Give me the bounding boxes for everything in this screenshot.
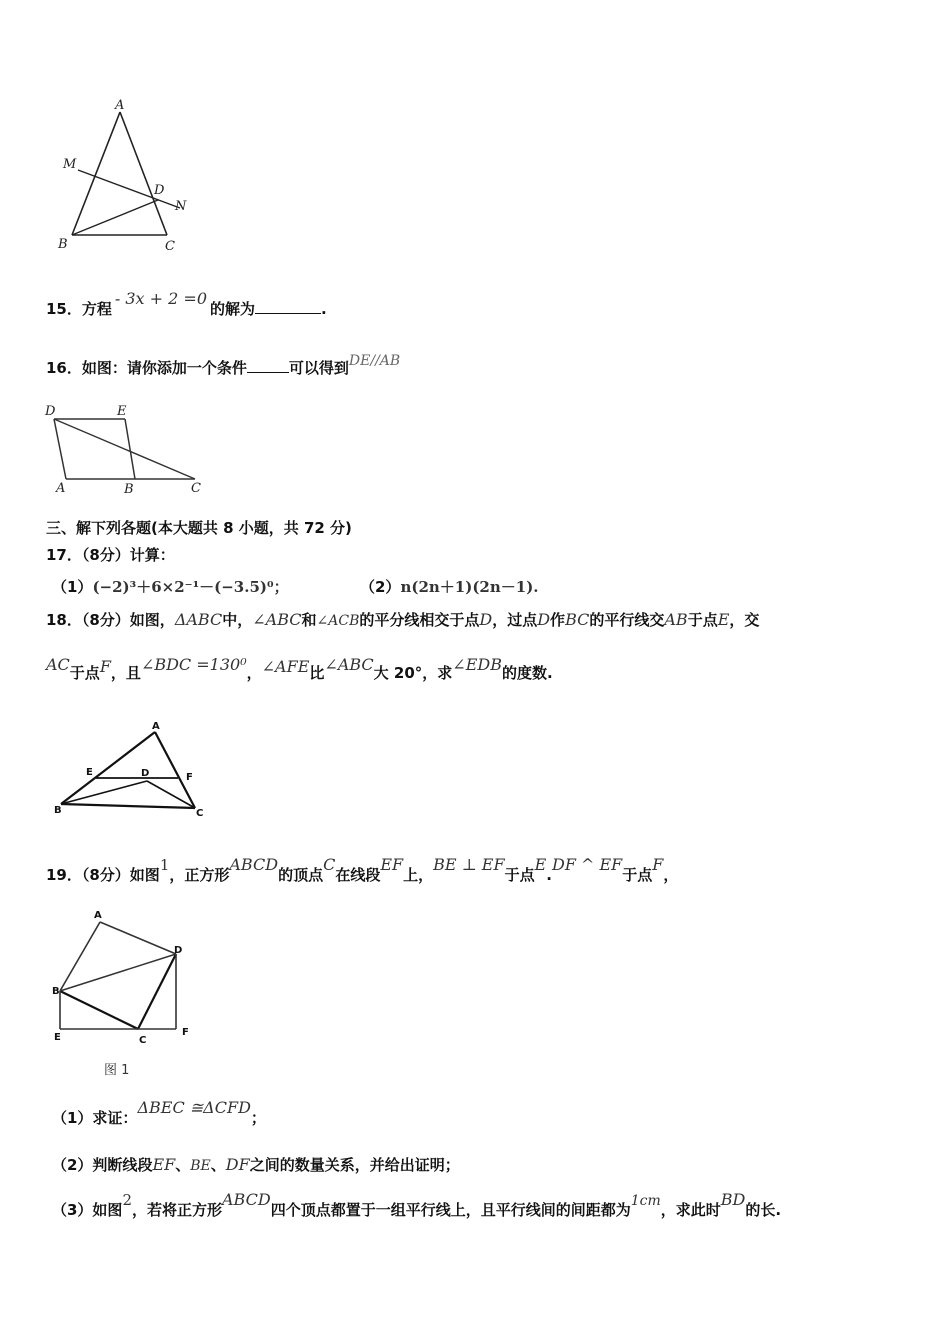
label-n: N <box>175 199 187 214</box>
q18-point-d: D <box>537 610 551 629</box>
q19-number: 19．（8分）如图 <box>46 866 160 884</box>
q15-answer-blank <box>255 301 321 314</box>
q19p2-sep: 、 <box>210 1156 226 1174</box>
question-17-part2 <box>360 576 539 597</box>
label-a: A <box>115 98 125 113</box>
q18-text: 的平行线交 <box>589 611 665 629</box>
q18-number: 18．（8分）如图， <box>46 611 175 629</box>
q19-point-f: F <box>652 855 664 874</box>
q16-mid: 可以得到 <box>288 359 349 377</box>
q18-angle-edb: ∠EDB <box>452 655 502 674</box>
q17-p2-expr: n(2n＋1)(2n－1). <box>400 578 539 596</box>
label-c: C <box>191 481 201 496</box>
q18-text: 于点 <box>687 611 718 629</box>
q15-equation: - 3x + 2 =0 <box>114 289 207 308</box>
figure-parallelogram <box>40 400 220 500</box>
label-e: E <box>117 404 127 419</box>
label-f: F <box>182 1027 189 1038</box>
q18-text: ，过点 <box>492 611 538 629</box>
question-18-line2 <box>46 655 553 683</box>
label-c: C <box>165 239 175 254</box>
q19p3-text: ，求此时 <box>660 1201 721 1219</box>
q18-text: ，且 <box>110 664 141 682</box>
q18-text: 比 <box>309 664 325 682</box>
q19-text: 于点 <box>622 866 653 884</box>
q18-text: 和 <box>301 611 317 629</box>
q19-segment-ef: EF <box>380 855 404 874</box>
q17-p2-label: （2） <box>360 578 401 596</box>
question-19-part1 <box>52 1098 266 1128</box>
figure-square-efg <box>46 906 216 1086</box>
label-a: A <box>94 910 102 921</box>
q18-segment-bc: BC <box>565 610 590 629</box>
label-a: A <box>152 721 160 732</box>
figure-triangle-bisectors <box>48 718 218 823</box>
question-15 <box>46 289 327 319</box>
q16-number: 16．如图：请你添加一个条件 <box>46 359 247 377</box>
label-d: D <box>174 945 183 956</box>
q19p2-sep: 、 <box>175 1156 191 1174</box>
q19-text: 上， <box>403 866 434 884</box>
label-b: B <box>52 986 60 997</box>
section-3-heading: 三、解下列各题(本大题共 8 小题，共 72 分) <box>46 519 352 537</box>
label-d: D <box>154 183 165 198</box>
label-a: A <box>56 481 66 496</box>
q18-angle-abc2: ∠ABC <box>324 655 374 674</box>
q19p2-ef: EF <box>152 1155 176 1174</box>
q18-point-d: D <box>479 610 493 629</box>
question-19 <box>46 855 679 885</box>
q18-text: 中， <box>222 611 253 629</box>
q16-tail: DE//AB <box>348 353 401 369</box>
figure-caption: 图 1 <box>104 1063 130 1078</box>
label-d: D <box>45 404 56 419</box>
q19-square: ABCD <box>229 855 279 874</box>
figure-triangle-mn <box>48 98 208 258</box>
q18-point-e: E <box>717 610 730 629</box>
q19p3-distance: 1cm <box>630 1193 661 1209</box>
question-19-part2 <box>52 1154 460 1175</box>
q18-text: 大 20°，求 <box>373 664 453 682</box>
q18-text: ， <box>246 664 262 682</box>
q19p2-df: DF <box>225 1155 250 1174</box>
q19-text: 的顶点 <box>278 866 324 884</box>
label-e: E <box>86 767 93 778</box>
q19p3-bd: BD <box>720 1190 746 1209</box>
q18-point-f: F <box>99 657 111 676</box>
question-17-heading: 17．（8分）计算： <box>46 546 175 564</box>
label-b: B <box>124 482 134 497</box>
q19-figure-ref: 1 <box>159 856 170 874</box>
q19-text: ，正方形 <box>169 866 230 884</box>
q19-point-e: E <box>534 855 547 874</box>
q19p1-label: （1）求证： <box>52 1109 138 1127</box>
q19p2-label: （2）判断线段 <box>52 1156 153 1174</box>
q18-segment-ab: AB <box>664 610 688 629</box>
label-b: B <box>58 237 68 252</box>
q19-perp-df-ef: DF ^ EF <box>551 855 623 874</box>
question-16 <box>46 353 401 378</box>
question-17-part1 <box>52 576 289 597</box>
label-b: B <box>54 805 62 816</box>
q19p3-label: （3）如图 <box>52 1201 123 1219</box>
q18-text: 的度数. <box>501 664 553 682</box>
question-19-part3 <box>52 1190 782 1220</box>
q17-p1-expr: (−2)³＋6×2⁻¹－(−3.5)⁰； <box>92 578 289 596</box>
q19p3-text: 四个顶点都置于一组平行线上，且平行线间的间距都为 <box>270 1201 631 1219</box>
q19p1-end: ； <box>250 1109 266 1127</box>
q19p2-tail: 之间的数量关系，并给出证明； <box>249 1156 460 1174</box>
label-e: E <box>54 1032 61 1043</box>
q15-tail: 的解为 <box>210 300 256 318</box>
q18-angle-bdc: ∠BDC =130⁰ <box>140 655 247 674</box>
q18-text: 于点 <box>69 664 100 682</box>
q19p3-square: ABCD <box>222 1190 271 1209</box>
q19p2-be: BE <box>190 1158 211 1174</box>
q19-text: 于点 <box>504 866 535 884</box>
q19p3-text: 的长. <box>745 1201 782 1219</box>
q18-angle-afe: ∠AFE <box>261 657 310 676</box>
q19-text: 在线段 <box>335 866 381 884</box>
question-18-line1 <box>46 609 759 630</box>
q19p1-expr: ΔBEC ≅ΔCFD <box>137 1098 251 1117</box>
label-m: M <box>63 157 77 172</box>
q19p3-figure-ref: 2 <box>122 1191 132 1209</box>
q16-answer-blank <box>247 360 289 373</box>
label-c: C <box>196 808 204 819</box>
q18-triangle: ΔABC <box>174 610 223 629</box>
label-d: D <box>141 768 150 779</box>
q19-text: ， <box>663 866 679 884</box>
q17-p1-label: （1） <box>52 578 93 596</box>
q19p3-text: ，若将正方形 <box>131 1201 222 1219</box>
q15-number: 15．方程 <box>46 300 112 318</box>
q18-segment-ac: AC <box>46 655 70 674</box>
q19-point-c: C <box>323 855 336 874</box>
q19-text: . <box>546 866 552 884</box>
q18-text: 作 <box>550 611 566 629</box>
q18-text: 的平分线相交于点 <box>359 611 480 629</box>
q18-angle-abc: ∠ABC <box>252 610 302 629</box>
label-c: C <box>139 1035 147 1046</box>
q18-angle-acb: ∠ACB <box>316 613 360 629</box>
q18-text: ，交 <box>729 611 760 629</box>
q19-perp-be-ef: BE ⊥ EF <box>433 855 505 874</box>
label-f: F <box>186 772 193 783</box>
q15-period: . <box>321 300 327 318</box>
